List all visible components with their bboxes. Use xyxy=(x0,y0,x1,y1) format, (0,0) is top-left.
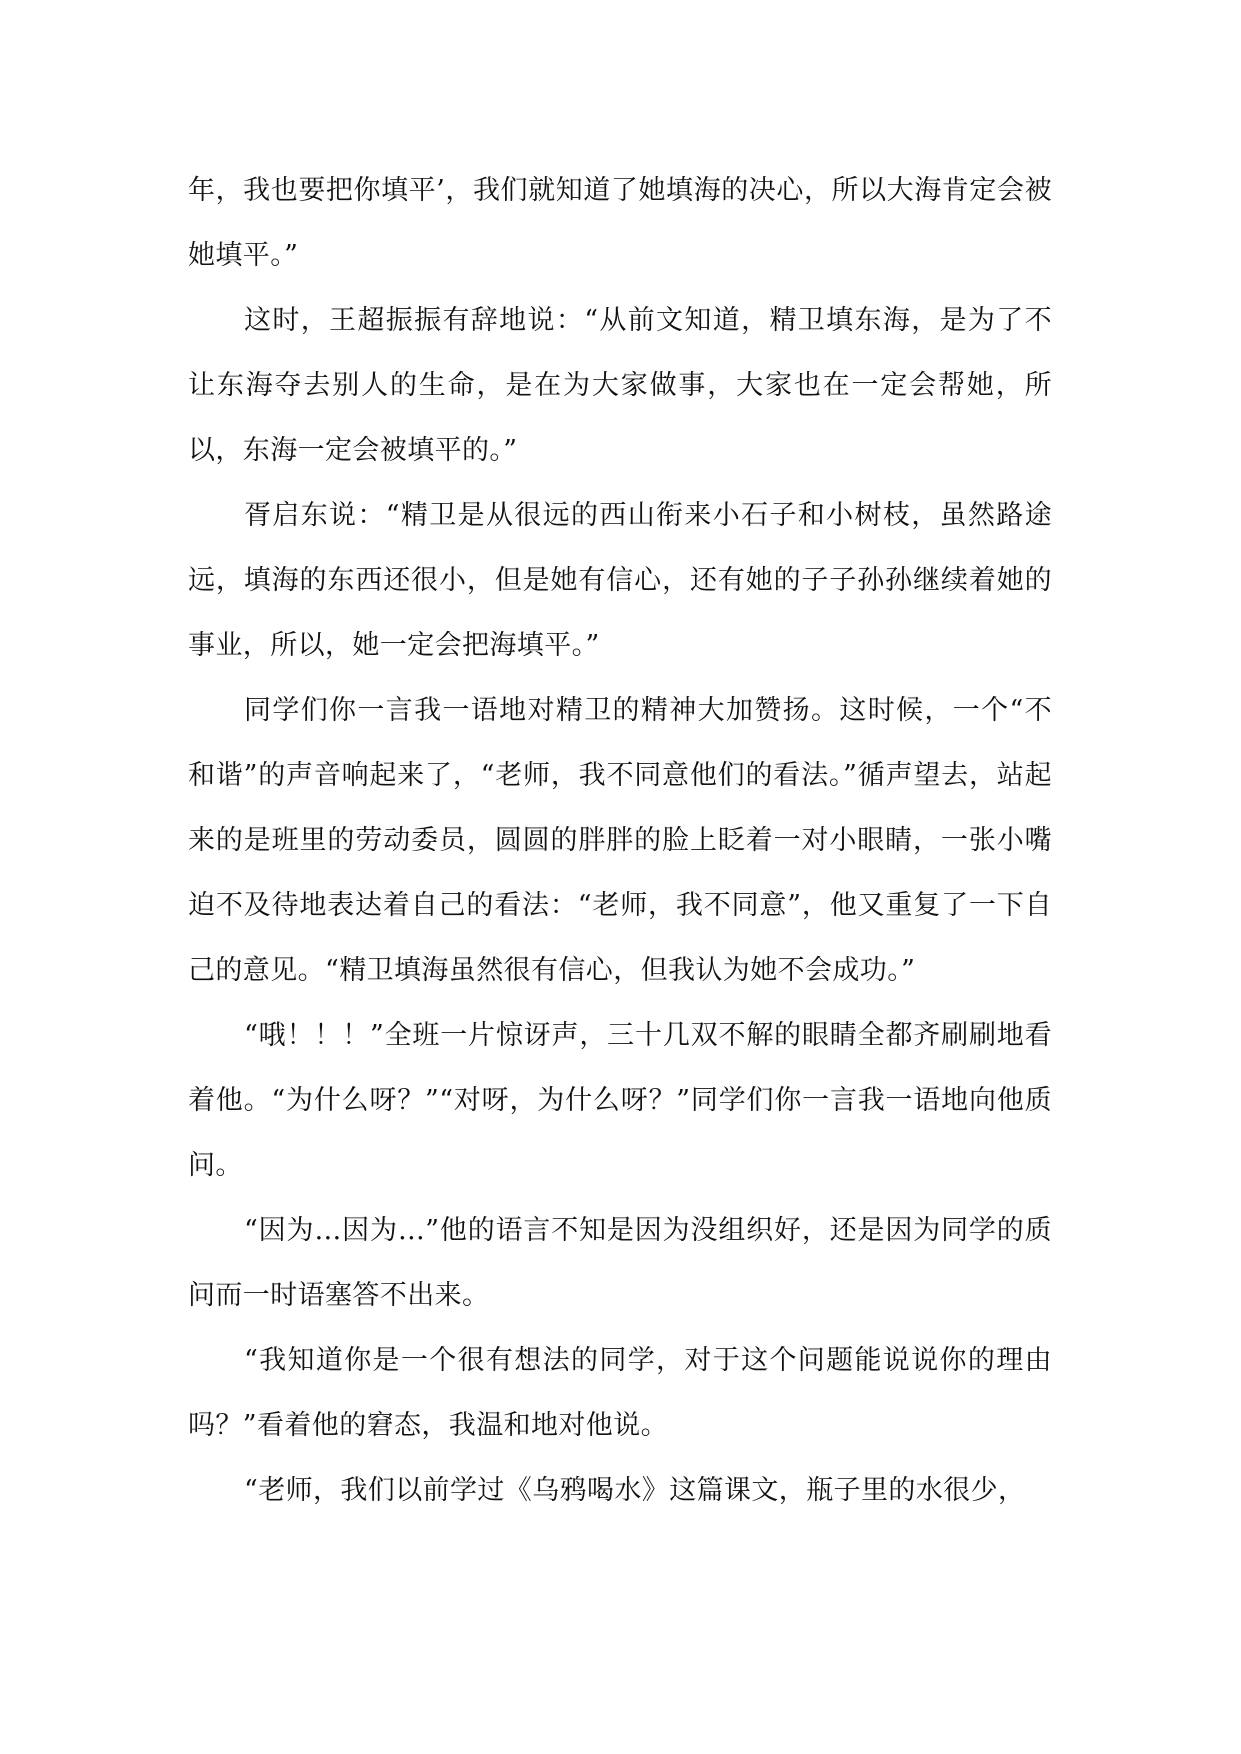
paragraph-7: “我知道你是一个很有想法的同学，对于这个问题能说说你的理由吗？”看着他的窘态，我温和地对他说。 xyxy=(188,1345,1052,1441)
paragraph-4: 同学们你一言我一语地对精卫的精神大加赞扬。这时候，一个“不和谐”的声音响起来了，“老师，我不同意他们的看法。”循声望去，站起来的是班里的劳动委员，圆圆的胖胖的脸上眨着一对小眼睛，一张小嘴迫不及待地表达着自己的看法：“老师，我不同意”，他又重复了一下自己的意见。“精卫填海虽然很有信心，但我认为她不会成功。” xyxy=(188,695,1052,986)
paragraph-8: “老师，我们以前学过《乌鸦喝水》这篇课文，瓶子里的水很少， xyxy=(244,1475,1026,1506)
paragraph-1: 年，我也要把你填平’，我们就知道了她填海的决心，所以大海肯定会被她填平。” xyxy=(188,175,1052,271)
paragraph-5: “哦！！！”全班一片惊讶声，三十几双不解的眼睛全都齐刷刷地看着他。“为什么呀？”“对呀，为什么呀？”同学们你一言我一语地向他质问。 xyxy=(188,1020,1052,1181)
document-body xyxy=(188,158,1052,1523)
paragraph-3: 胥启东说：“精卫是从很远的西山衔来小石子和小树枝，虽然路途远，填海的东西还很小，但是她有信心，还有她的子子孙孙继续着她的事业，所以，她一定会把海填平。” xyxy=(188,500,1052,661)
paragraph-6: “因为…因为…”他的语言不知是因为没组织好，还是因为同学的质问而一时语塞答不出来。 xyxy=(188,1215,1052,1311)
paragraph-2: 这时，王超振振有辞地说：“从前文知道，精卫填东海，是为了不让东海夺去别人的生命，是在为大家做事，大家也在一定会帮她，所以，东海一定会被填平的。” xyxy=(188,305,1052,466)
